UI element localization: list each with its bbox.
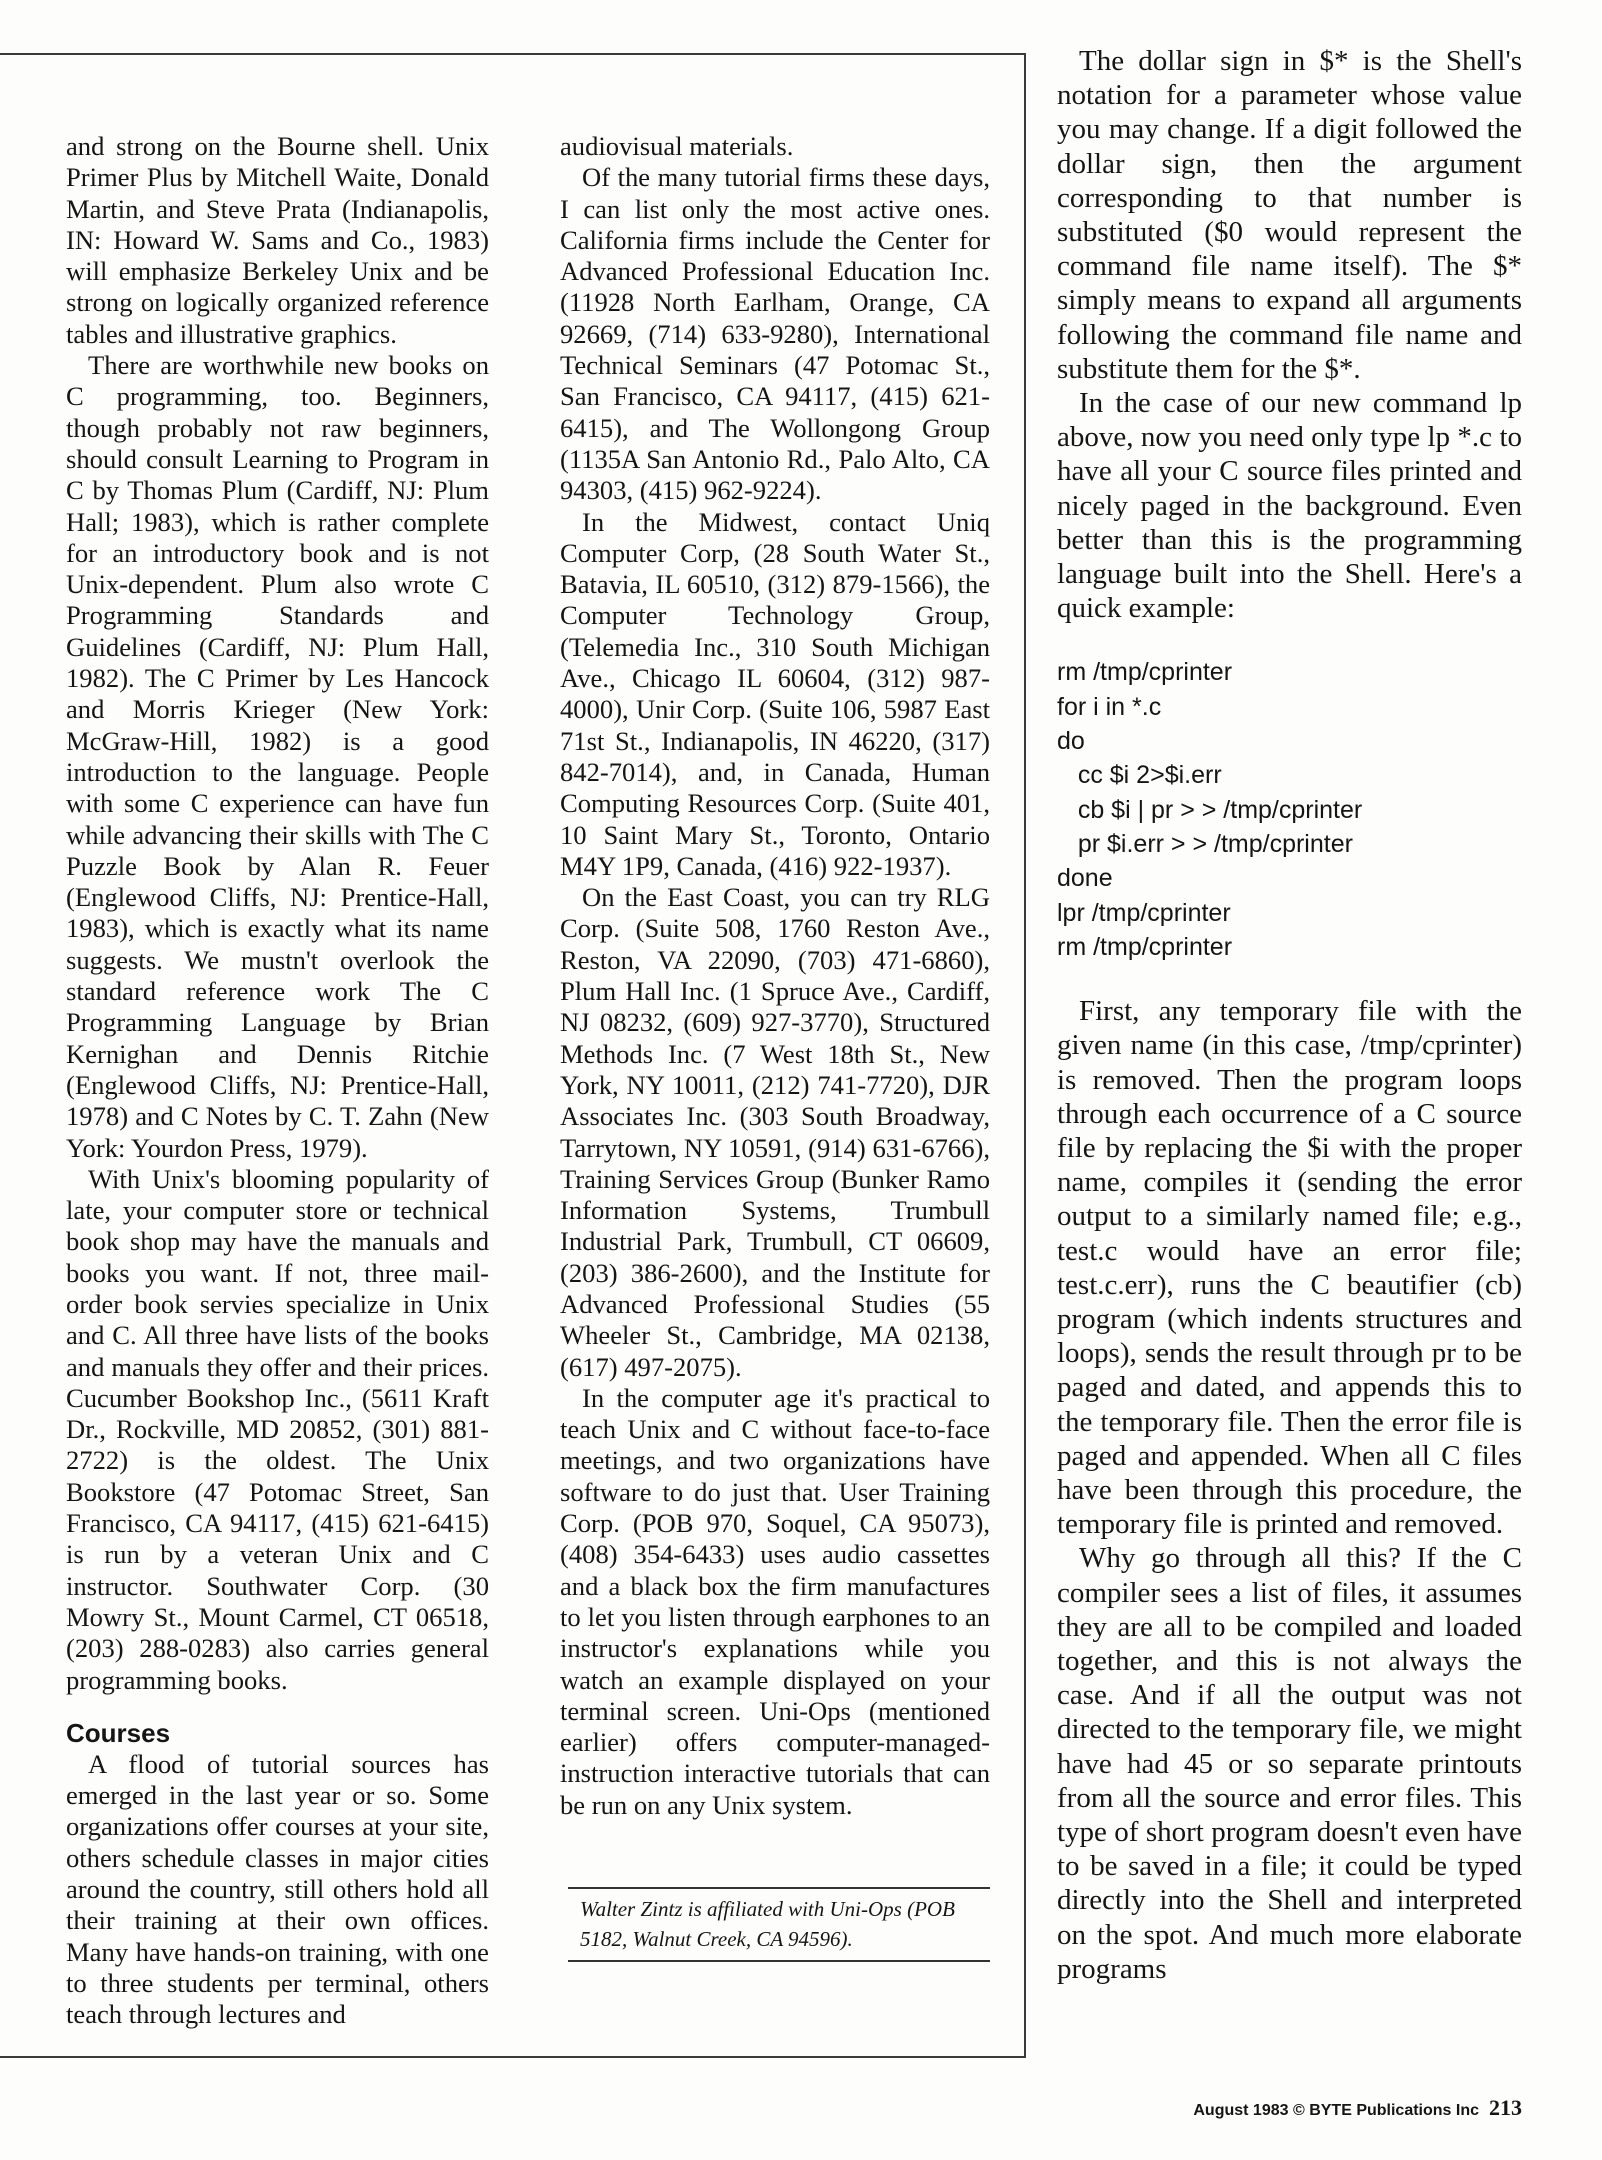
code-line: done bbox=[1057, 864, 1113, 893]
author-bio: Walter Zintz is affiliated with Uni-Ops (POB 5182, Walnut Creek, CA 94596). bbox=[568, 1887, 990, 1962]
column-left bbox=[66, 131, 489, 2031]
code-line: rm /tmp/cprinter bbox=[1057, 932, 1233, 961]
paragraph: and strong on the Bourne shell. Unix Primer Plus by Mitchell Waite, Donald Martin, and Steve Prata (Indianapolis, IN: Howard W. Sams and Co., 1983) will emphasize Berkeley Unix and be strong on logically organized reference tables and illustrative graphics. bbox=[66, 131, 489, 349]
paragraph: audiovisual materials. bbox=[560, 131, 794, 161]
code-line: do bbox=[1057, 727, 1085, 756]
paragraph: On the East Coast, you can try RLG Corp. (Suite 508, 1760 Reston Ave., Reston, VA 22090, (703) 471-6860), Plum Hall Inc. (1 Spruce Ave., Cardiff, NJ 08232, (609) 927-3770), Structured Methods Inc. (7 West 18th St., New York, NY 10011, (212) 741-7720), DJR Associates Inc. (303 South Broadway, Tarrytown, NY 10591, (914) 631-6766), Training Services Group (Bunker Ramo Information Systems, Trumbull Industrial Park, Trumbull, CT 06609, (203) 386-2600), and the Institute for Advanced Professional Studies (55 Wheeler St., Cambridge, MA 02138, (617) 497-2075). bbox=[560, 882, 990, 1382]
paragraph: Of the many tutorial firms these days, I can list only the most active ones. California firms include the Center for Advanced Professional Education Inc. (11928 North Earlham, Orange, CA 92669, (714) 633-9280), International Technical Seminars (47 Potomac St., San Francisco, CA 94117, (415) 621-6415), and The Wollongong Group (1135A San Antonio Rd., Palo Alto, CA 94303, (415) 962-9224). bbox=[560, 162, 990, 506]
column-right bbox=[1057, 44, 1522, 1986]
paragraph: In the case of our new command lp above, now you need only type lp *.c to have all your C source files printed and nicely paged in the background. Even better than this is the programming language built into the Shell. Here's a quick example: bbox=[1057, 387, 1522, 625]
paragraph: There are worthwhile new books on C programming, too. Beginners, though probably not raw beginners, should consult Learning to Program in C by Thomas Plum (Cardiff, NJ: Plum Hall; 1983), which is rather complete for an introductory book and is not Unix-dependent. Plum also wrote C Programming Standards and Guidelines (Cardiff, NJ: Plum Hall, 1982). The C Primer by Les Hancock and Morris Krieger (New York: McGraw-Hill, 1982) is a good introduction to the language. People with some C experience can have fun while advancing their skills with The C Puzzle Book by Alan R. Feuer (Englewood Cliffs, NJ: Prentice-Hall, 1983), which is exactly what its name suggests. We mustn't overlook the standard reference work The C Programming Language by Brian Kernighan and Dennis Ritchie (Englewood Cliffs, NJ: Prentice-Hall, 1978) and C Notes by C. T. Zahn (New York: Yourdon Press, 1979). bbox=[66, 350, 489, 1163]
code-line: pr $i.err > > /tmp/cprinter bbox=[1057, 829, 1353, 858]
paragraph: First, any temporary file with the given name (in this case, /tmp/cprinter) is removed. Then the program loops through each occurrence of a C source file by replacing the $i with the proper name, compiles it (sending the error output to a similarly named file; e.g., test.c would have an error file; test.c.err), runs the C beautifier (cb) program (which indents structures and loops), sends the result through pr to be paged and dated, and appends this to the temporary file. Then the error file is paged and appended. When all C files have been through this procedure, the temporary file is printed and removed. bbox=[1057, 995, 1522, 1541]
code-line: for i in *.c bbox=[1057, 692, 1162, 721]
footer-credit: August 1983 © BYTE Publications Inc bbox=[1193, 2102, 1479, 2119]
code-line: rm /tmp/cprinter bbox=[1057, 658, 1233, 687]
page-footer bbox=[1193, 2095, 1522, 2121]
paragraph: In the computer age it's practical to teach Unix and C without face-to-face meetings, and two organizations have software to do just that. User Training Corp. (POB 970, Soquel, CA 95073), (408) 354-6433) uses audio cassettes and a black box the firm manufactures to let you listen through earphones to an instructor's explanations while you watch an example displayed on your terminal screen. Uni-Ops (mentioned earlier) offers computer-managed-instruction interactive tutorials that can be run on any Unix system. bbox=[560, 1382, 990, 1820]
column-middle bbox=[560, 131, 990, 1821]
shell-code-example bbox=[1057, 655, 1522, 964]
code-line: cb $i | pr > > /tmp/cprinter bbox=[1057, 795, 1363, 824]
paragraph: Why go through all this? If the C compiler sees a list of files, it assumes they are all to be compiled and loaded together, and this is not always the case. And if all the output was not directed to the temporary file, we might have had 45 or so separate printouts from all the source and error files. This type of short program doesn't even have to be saved in a file; it could be typed directly into the Shell and interpreted on the spot. And much more elaborate programs bbox=[1057, 1542, 1522, 1985]
section-heading-courses: Courses bbox=[66, 1717, 171, 1748]
paragraph: A flood of tutorial sources has emerged in the last year or so. Some organizations offer courses at your site, others schedule classes in major cities around the country, still others hold all their training at their own offices. Many have hands-on training, with one to three students per terminal, others teach through lectures and bbox=[66, 1748, 489, 2030]
paragraph: With Unix's blooming popularity of late, your computer store or technical book shop may have the manuals and books you want. If not, three mail-order book servies specialize in Unix and C. All three have lists of the books and manuals they offer and their prices. Cucumber Bookshop Inc., (5611 Kraft Dr., Rockville, MD 20852, (301) 881-2722) is the oldest. The Unix Bookstore (47 Potomac Street, San Francisco, CA 94117, (415) 621-6415) is run by a veteran Unix and C instructor. Southwater Corp. (30 Mowry St., Mount Carmel, CT 06518, (203) 288-0283) also carries general programming books. bbox=[66, 1163, 489, 1695]
paragraph: The dollar sign in $* is the Shell's notation for a parameter whose value you may change. If a digit followed the dollar sign, then the argument corresponding to that number is substituted ($0 would represent the command file name itself). The $* simply means to expand all arguments following the command file name and substitute them for the $*. bbox=[1057, 45, 1522, 385]
code-line: lpr /tmp/cprinter bbox=[1057, 898, 1231, 927]
page-number: 213 bbox=[1489, 2095, 1522, 2120]
code-line: cc $i 2>$i.err bbox=[1057, 761, 1222, 790]
paragraph: In the Midwest, contact Uniq Computer Corp, (28 South Water St., Batavia, IL 60510, (312) 879-1566), the Computer Technology Group, (Telemedia Inc., 310 South Michigan Ave., Chicago IL 60604, (312) 987-4000), Unir Corp. (Suite 106, 5987 East 71st St., Indianapolis, IN 46220, (317) 842-7014), and, in Canada, Human Computing Resources Corp. (Suite 401, 10 Saint Mary St., Toronto, Ontario M4Y 1P9, Canada, (416) 922-1937). bbox=[560, 506, 990, 881]
